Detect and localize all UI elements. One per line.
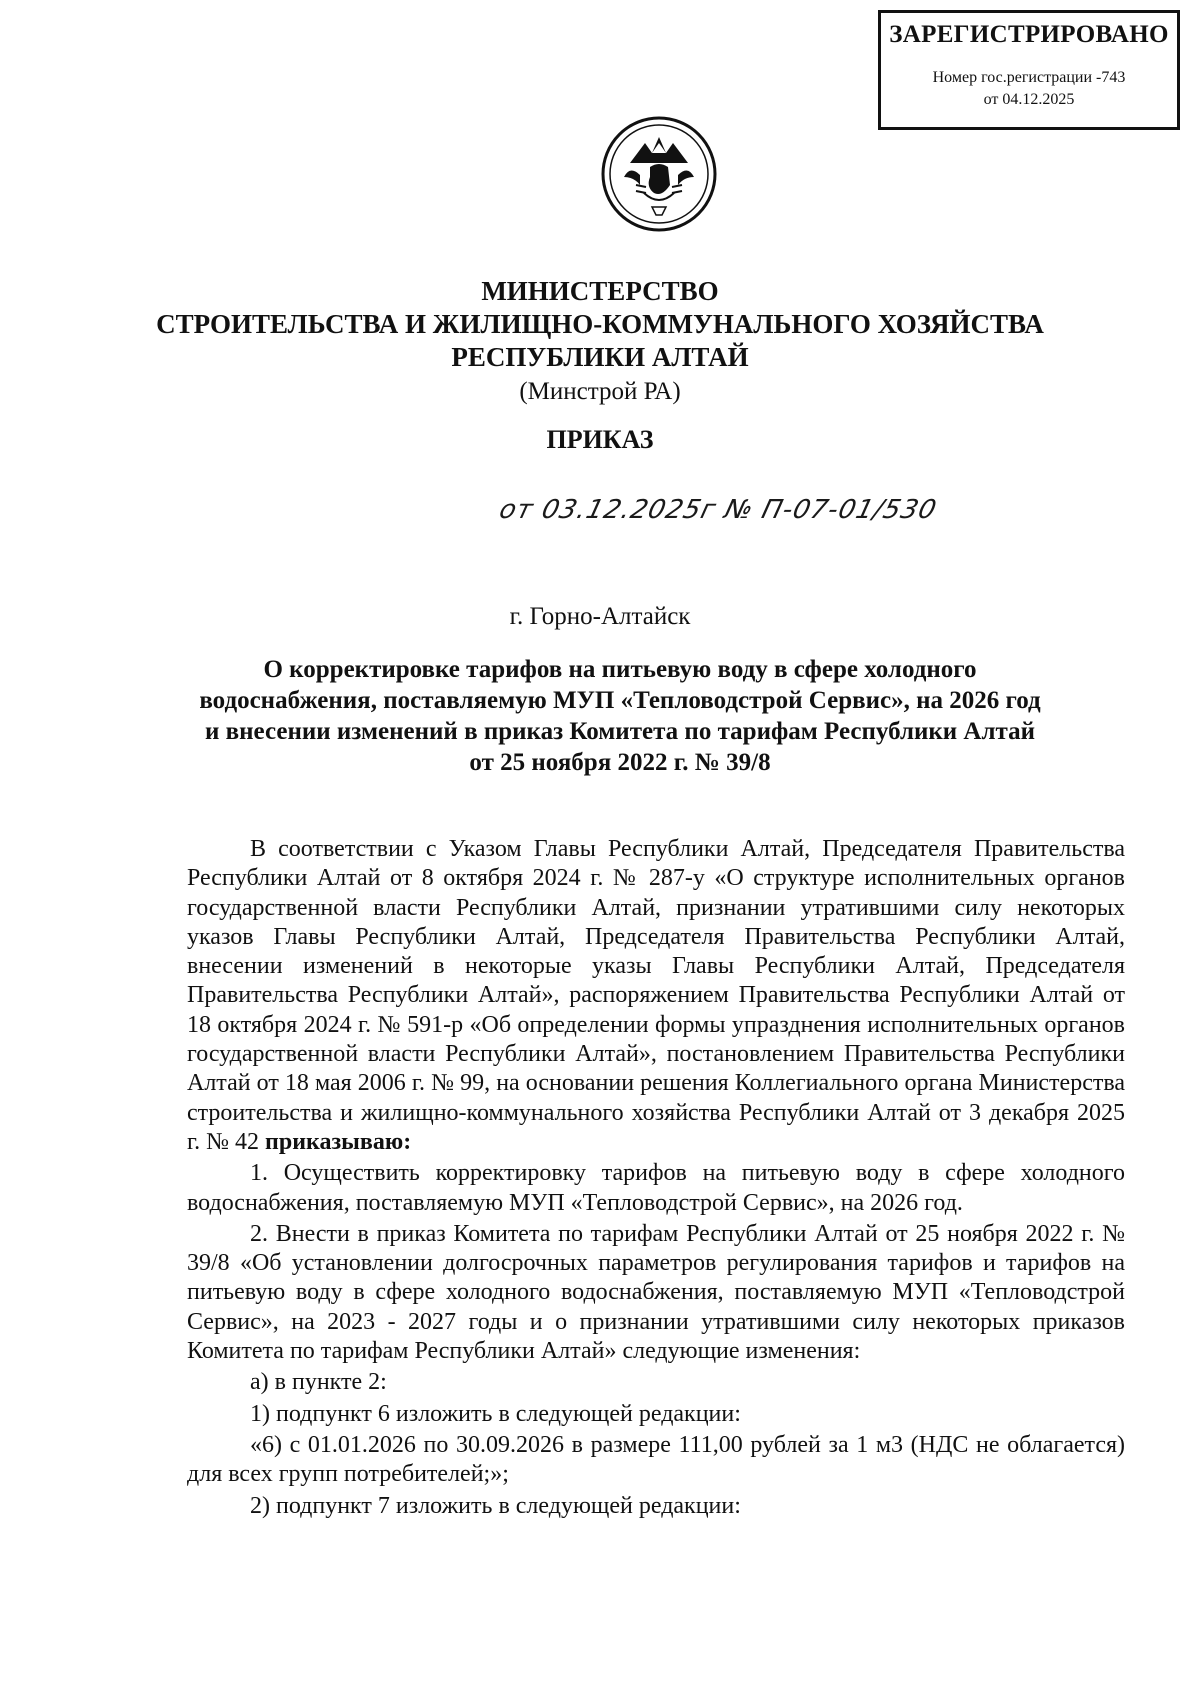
stamp-reg-date: от 04.12.2025	[983, 91, 1075, 108]
stamp-title: ЗАРЕГИСТРИРОВАНО	[889, 21, 1169, 48]
handwritten-order-number: от 03.12.2025г № П-07-01/530	[496, 495, 941, 525]
item-2: 2. Внести в приказ Комитета по тарифам Республики Алтай от 25 ноября 2022 г. № 39/8 «Об установлении долгосрочных параметров регулирования тарифов и тарифов на питьевую воду в сфере холодного водоснабжения, поставляемую МУП «Тепловодстрой Сервис», на 2023 - 2027 годы и о признании утратившими силу некоторых приказов Комитета по тарифам Республики Алтай» следующие изменения:	[187, 1220, 1125, 1365]
order-title: ПРИКАЗ	[546, 425, 654, 454]
sub-item-1: 1) подпункт 6 изложить в следующей редакции:	[250, 1400, 741, 1427]
ministry-header	[0, 275, 1200, 408]
preamble-paragraph	[187, 835, 1125, 1157]
item-1: 1. Осуществить корректировку тарифов на питьевую воду в сфере холодного водоснабжения, поставляемую МУП «Тепловодстрой Сервис», на 2026 год.	[187, 1160, 1125, 1216]
registration-stamp	[878, 10, 1180, 130]
subject-line: О корректировке тарифов на питьевую воду в сфере холодного	[263, 656, 977, 683]
header-line-3: РЕСПУБЛИКИ АЛТАЙ	[451, 342, 749, 372]
altai-republic-coat-of-arms-icon	[600, 115, 718, 233]
stamp-reg-number: Номер гос.регистрации -743	[932, 69, 1126, 86]
subject-line: от 25 ноября 2022 г. № 39/8	[469, 749, 771, 776]
subject-line: водоснабжения, поставляемую МУП «Тепловодстрой Сервис», на 2026 год	[199, 687, 1041, 714]
order-body	[187, 835, 1125, 1523]
sub-item-2: 2) подпункт 7 изложить в следующей редакции:	[250, 1492, 741, 1519]
city-line: г. Горно-Алтайск	[509, 603, 691, 630]
header-line-2: СТРОИТЕЛЬСТВА И ЖИЛИЩНО-КОММУНАЛЬНОГО ХОЗЯЙСТВА	[156, 309, 1044, 339]
preamble-text: В соответствии с Указом Главы Республики Алтай, Председателя Правительства Республики Алтай от 8 октября 2024 г. № 287-у «О структуре исполнительных органов государственной власти Республики Алтай, признании утратившими силу некоторых указов Главы Республики Алтай, Председателя Правительства Республики Алтай, внесении изменений в некоторые указы Главы Республики Алтай, Председателя Правительства Республики Алтай», распоряжением Правительства Республики Алтай от 18 октября 2024 г. № 591-р «Об определении формы упразднения исполнительных органов государственной власти Республики Алтай», постановлением Правительства Республики Алтай от 18 мая 2006 г. № 99, на основании решения Коллегиального органа Министерства строительства и жилищно-коммунального хозяйства Республики Алтай от 3 декабря 2025 г. № 42	[187, 836, 1125, 1155]
header-line-1: МИНИСТЕРСТВО	[481, 276, 719, 306]
sub-item-a: а) в пункте 2:	[250, 1369, 387, 1396]
quote-subitem-6: «6) с 01.01.2026 по 30.09.2026 в размере 111,00 рублей за 1 м3 (НДС не облагается) для всех групп потребителей;»;	[187, 1431, 1125, 1488]
subject-line: и внесении изменений в приказ Комитета по тарифам Республики Алтай	[204, 718, 1036, 745]
preamble-directive: приказываю:	[265, 1128, 412, 1155]
header-short-name: (Минстрой РА)	[519, 378, 681, 405]
order-subject	[190, 654, 1050, 778]
